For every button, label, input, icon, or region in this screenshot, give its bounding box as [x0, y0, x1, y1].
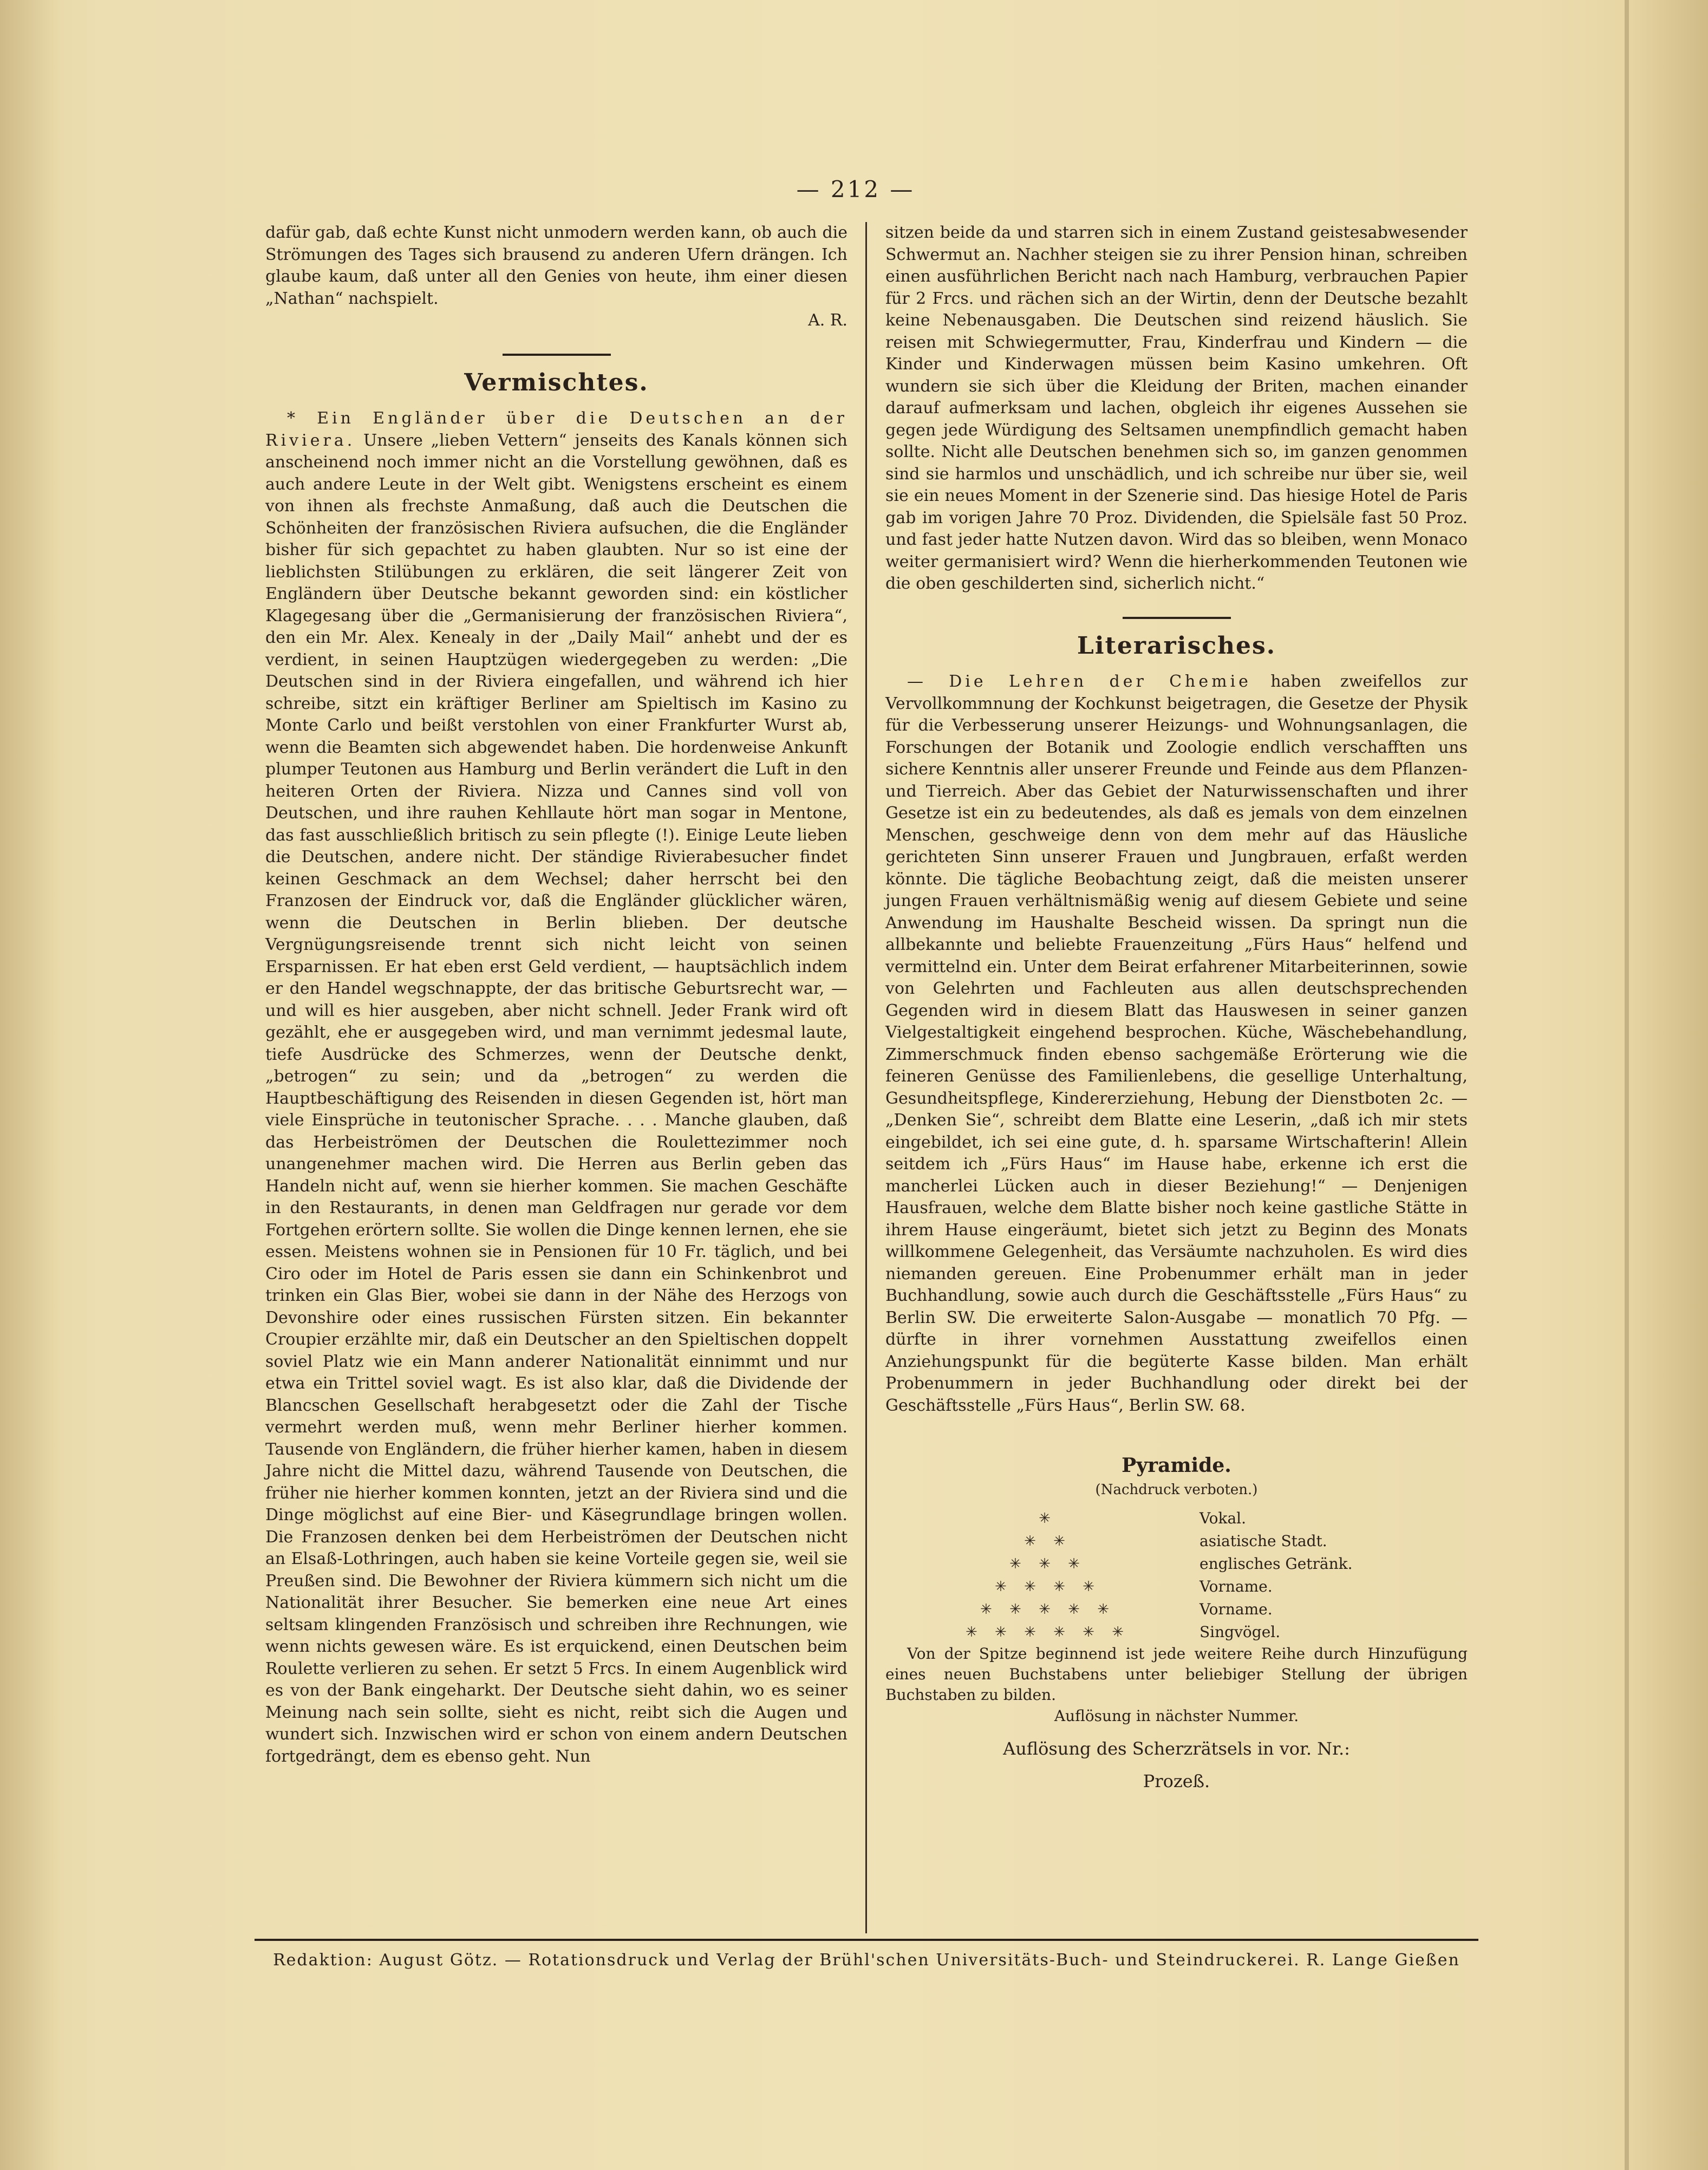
section-divider: [503, 354, 611, 356]
article-paragraph: [265, 408, 848, 1768]
puzzle-subtitle: (Nachdruck verboten.): [1095, 1481, 1258, 1498]
puzzle-pyramid: [907, 1507, 1468, 1644]
page-number: — 212 —: [796, 176, 915, 203]
intro-paragraph: [265, 222, 848, 332]
literary-text: haben zweifellos zur Vervollkommnung der Kochkunst beigetragen, die Gesetze der Physik für die Verbesserung unserer Heizungs- und Wohnungsanlagen, die Forschungen der Botanik und Zoologie endlich verschafften uns sichere Kenntnis aller unserer Freunde und Feinde aus dem Pflanzen- und Tierreich. Aber das Gebiet der Naturwissenschaften und ihrer Gesetze ist ein zu bedeutendes, als daß es jemals von dem einzelnen Menschen, geschweige denn von dem mehr auf das Häusliche gerichteten Sinn unserer Frauen und Jungbrauen, erfaßt werden könnte. Die tägliche Beobachtung zeigt, daß die meisten unserer jungen Frauen verhältnismäßig wenig auf diesem Gebiete und seine Anwendung im Haushalte Bescheid wissen. Da springt nun die allbekannte und beliebte Frauenzeitung „Fürs Haus“ helfend und vermittelnd ein. Unter dem Beirat erfahrener Mitarbeiterinnen, sowie von Gelehrten und Fachleuten aus allen deutschsprechenden Gegenden wird in diesem Blatt das Hauswesen in seiner ganzen Vielgestaltigkeit eingehend besprochen. Küche, Wäschebehandlung, Zimmerschmuck finden ebenso sachgemäße Erörterung wie die feineren Genüsse des Familienlebens, die gesellige Unterhaltung, Gesundheitspflege, Kindererziehung, Hebung der Dienstboten 2c. — „Denken Sie“, schreibt dem Blatte eine Leserin, „daß ich mir stets eingebildet, ich sei eine gute, d. h. sparsame Wirtschafterin! Allein seitdem ich „Fürs Haus“ im Hause habe, erkenne ich erst die mancherlei Lücken auch in dieser Beziehung!“ — Denjenigen Hausfrauen, welche dem Blatte bisher noch keine gastliche Stätte in ihrem Hause eingeräumt, bietet sich jetzt zu Beginn des Monats willkommene Gelegenheit, das Versäumte nachzuholen. Es wird dies niemanden gereuen. Eine Probenummer erhält man in jeder Buchhandlung, sowie auch durch die Geschäftsstelle „Fürs Haus“ zu Berlin SW. Die erweiterte Salon-Ausgabe — monatlich 70 Pfg. — dürfte in ihrer vornehmen Ausstattung zweifellos einen Anziehungspunkt für die begüterte Kasse bilden. Man erhält Probenummern in jeder Buchhandlung oder direkt bei der Geschäftsstelle „Fürs Haus“, Berlin SW. 68.: [885, 672, 1468, 1415]
section-divider: [1123, 617, 1231, 619]
page-shadow-left: [0, 0, 60, 2170]
puzzle-stars: ✳ ✳ ✳ ✳: [995, 1578, 1101, 1595]
section-title-literarisches: Literarisches.: [1077, 631, 1276, 660]
puzzle-row: [907, 1575, 1468, 1598]
literary-paragraph: [885, 671, 1468, 1417]
puzzle-row: [907, 1598, 1468, 1621]
puzzle-stars: ✳ ✳ ✳ ✳ ✳ ✳: [965, 1624, 1131, 1640]
page-shadow-right: [1627, 0, 1708, 2170]
footer-rule: [255, 1939, 1478, 1941]
puzzle-clue: Vorname.: [1199, 1577, 1273, 1595]
puzzle-row: [907, 1507, 1468, 1530]
previous-solution-label: Auflösung des Scherzrätsels in vor. Nr.:: [1003, 1738, 1350, 1759]
puzzle-row: [907, 1621, 1468, 1644]
puzzle-stars: ✳: [1039, 1510, 1057, 1527]
column-divider: [865, 222, 867, 1933]
puzzle-stars: ✳ ✳ ✳: [1009, 1555, 1086, 1572]
continuation-paragraph: sitzen beide da und starren sich in einem Zustand geistesabwesender Schwermut an. Nachher steigen sie zu ihrer Pension hinan, schreiben einen ausführlichen Bericht nach nach Hamburg, verbrauchen Papier für 2 Frcs. und rächen sich an der Wirtin, denn der Deutsche bezahlt keine Nebenausgaben. Die Deutschen sind reizend häuslich. Sie reisen mit Schwiegermutter, Frau, Kinderfrau und Kindern — die Kinder und Kinderwagen müssen beim Kasino umkehren. Oft wundern sie sich über die Kleidung der Briten, machen einander darauf aufmerksam und lachen, obgleich ihr eigenes Aussehen sie gegen jede Würdigung des Seltsamen unempfindlich gemacht haben sollte. Nicht alle Deutschen benehmen sich so, im ganzen genommen sind sie harmlos und unschädlich, und ich schreibe nur über sie, weil sie ein neues Moment in der Szenerie sind. Das hiesige Hotel de Paris gab im vorigen Jahre 70 Proz. Dividenden, die Spielsäle fast 50 Proz. und fast jeder hatte Nutzen davon. Wird das so bleiben, wenn Monaco weiter germanisiert wird? Wenn die hierherkommenden Teutonen wie die oben geschilderten sind, sicherlich nicht.“: [885, 223, 1468, 593]
previous-solution: Prozeß.: [1143, 1771, 1210, 1791]
imprint-footer: Redaktion: August Götz. — Rotationsdruck und Verlag der Brühl'schen Universitäts-Buch- und Steindruckerei. R. Lange Gießen: [273, 1951, 1460, 1970]
section-title-vermischtes: Vermischtes.: [464, 368, 649, 396]
page-fold: [1625, 0, 1629, 2170]
puzzle-stars: ✳ ✳: [1024, 1533, 1072, 1549]
puzzle-clue: englisches Getränk.: [1199, 1554, 1353, 1573]
intro-text: dafür gab, daß echte Kunst nicht unmodern werden kann, ob auch die Strömungen des Tages sich brausend zu anderen Ufern drängen. Ich glaube kaum, daß unter all den Genies von heute, ihm einer diesen „Nathan“ nachspielt.: [265, 223, 848, 308]
puzzle-clue: Vokal.: [1199, 1509, 1247, 1527]
right-column: [885, 222, 1468, 1792]
article-text: Unsere „lieben Vettern“ jenseits des Kanals können sich anscheinend noch immer nicht an die Vorstellung gewöhnen, daß es auch andere Leute in der Welt gibt. Wenigstens erscheint es einem von ihnen als frechste Anmaßung, daß auch die Deutschen die Schönheiten der französischen Riviera aufsuchen, die die Engländer bisher für sich gepachtet zu haben glaubten. Nur so ist eine der lieblichsten Stilübungen zu erklären, die seit längerer Zeit von Engländern über Deutsche bekannt geworden sind: ein köstlicher Klagegesang über die „Germanisierung der französischen Riviera“, den ein Mr. Alex. Kenealy in der „Daily Mail“ anhebt und der es verdient, in seinen Hauptzügen wiedergegeben zu werden: „Die Deutschen sind in der Riviera eingefallen, und während ich hier schreibe, sitzt ein kräftiger Berliner am Spieltisch im Kasino zu Monte Carlo und beißt verstohlen von einer Frankfurter Wurst ab, wenn die Beamten sich abgewendet haben. Die hordenweise Ankunft plumper Teutonen aus Hamburg und Berlin verändert die Luft in den heiteren Orten der Riviera. Nizza und Cannes sind voll von Deutschen, und ihre rauhen Kehllaute hört man sogar in Mentone, das fast ausschließlich britisch zu sein pflegte (!). Einige Leute lieben die Deutschen, andere nicht. Der ständige Rivierabesucher findet keinen Geschmack an dem Wechsel; daher herrscht bei den Franzosen der Eindruck vor, daß die Engländer glücklicher wären, wenn die Deutschen in Berlin blieben. Der deutsche Vergnügungsreisende trennt sich nicht leicht von seinen Ersparnissen. Er hat eben erst Geld verdient, — hauptsächlich indem er den Handel wegschnappte, der das britische Geburtsrecht war, — und will es hier ausgeben, aber nicht schnell. Jeder Frank wird oft gezählt, ehe er ausgegeben wird, und man vernimmt jedesmal laute, tiefe Ausdrücke des Schmerzes, wenn der Deutsche denkt, „betrogen“ zu sein; und da „betrogen“ zu werden die Hauptbeschäftigung des Reisenden in diesen Gegenden ist, hört man viele Einsprüche in teutonischer Sprache. . . . Manche glauben, daß das Herbeiströmen der Deutschen die Roulettezimmer noch unangenehmer machen wird. Die Herren aus Berlin geben das Handeln nicht auf, wenn sie hierher kommen. Sie machen Geschäfte in den Restaurants, in denen man Geldfragen nur gerade vor dem Fortgehen erörtern sollte. Sie wollen die Dinge kennen lernen, ehe sie essen. Meistens wohnen sie in Pensionen für 10 Fr. täglich, und bei Ciro oder im Hotel de Paris essen sie dann ein Schinkenbrot und trinken ein Glas Bier, wobei sie dann in der Nähe des Herzogs von Devonshire oder eines russischen Fürsten sitzen. Ein bekannter Croupier erzählte mir, daß ein Deutscher an den Spieltischen doppelt soviel Platz wie ein Mann anderer Nationalität einnimmt und nur etwa ein Trittel soviel wagt. Es ist also klar, daß die Dividende der Blancschen Gesellschaft herabgesetzt oder die Zahl der Tische vermehrt werden muß, wenn mehr Berliner hierher kommen. Tausende von Engländern, die früher hierher kamen, haben in diesem Jahre nicht die Mittel dazu, während Tausende von Deutschen, die früher nie hierher kommen konnten, jetzt an der Riviera sind und die Dinge möglichst auf eine Bier- und Käsegrundlage bringen wollen. Die Franzosen denken bei dem Herbeiströmen der Deutschen nicht an Elsaß-Lothringen, auch haben sie keine Vorteile gegen sie, weil sie Preußen sind. Die Bewohner der Riviera kümmern sich nicht um die Nationalität ihrer Besucher. Sie bemerken eine neue Art eines seltsam klingenden Französisch und schreiben ihre Rechnungen, wie wenn nichts gewesen wäre. Es ist erquickend, einen Deutschen beim Roulette verlieren zu sehen. Er setzt 5 Frcs. In einem Augenblick wird es von der Bank eingeharkt. Der Deutsche sieht dahin, wo es seiner Meinung nach sein sollte, sieht es nicht, reibt sich die Augen und wundert sich. Inzwischen wird er schon von einem andern Deutschen fortgedrängt, dem es ebenso geht. Nun: [265, 431, 848, 1766]
puzzle-clue: asiatische Stadt.: [1199, 1532, 1327, 1550]
puzzle-solution-next: Auflösung in nächster Nummer.: [1054, 1707, 1299, 1725]
puzzle-row: [907, 1553, 1468, 1575]
puzzle-row: [907, 1530, 1468, 1553]
puzzle-instructions: Von der Spitze beginnend ist jede weitere Reihe durch Hinzufügung eines neuen Buchstabens unter beliebiger Stellung der übrigen Buchstaben zu bilden.: [885, 1645, 1468, 1704]
puzzle-clue: Singvögel.: [1199, 1622, 1281, 1641]
literary-heading: — Die Lehren der Chemie: [907, 672, 1251, 691]
puzzle-title: Pyramide.: [1122, 1454, 1231, 1477]
intro-signature: A. R.: [808, 311, 848, 330]
left-column: [265, 222, 848, 1768]
puzzle-stars: ✳ ✳ ✳ ✳ ✳: [980, 1601, 1116, 1618]
puzzle-clue: Vorname.: [1199, 1600, 1273, 1618]
article-heading: * Ein Engländer über die Deutschen an der Riviera.: [265, 409, 848, 450]
